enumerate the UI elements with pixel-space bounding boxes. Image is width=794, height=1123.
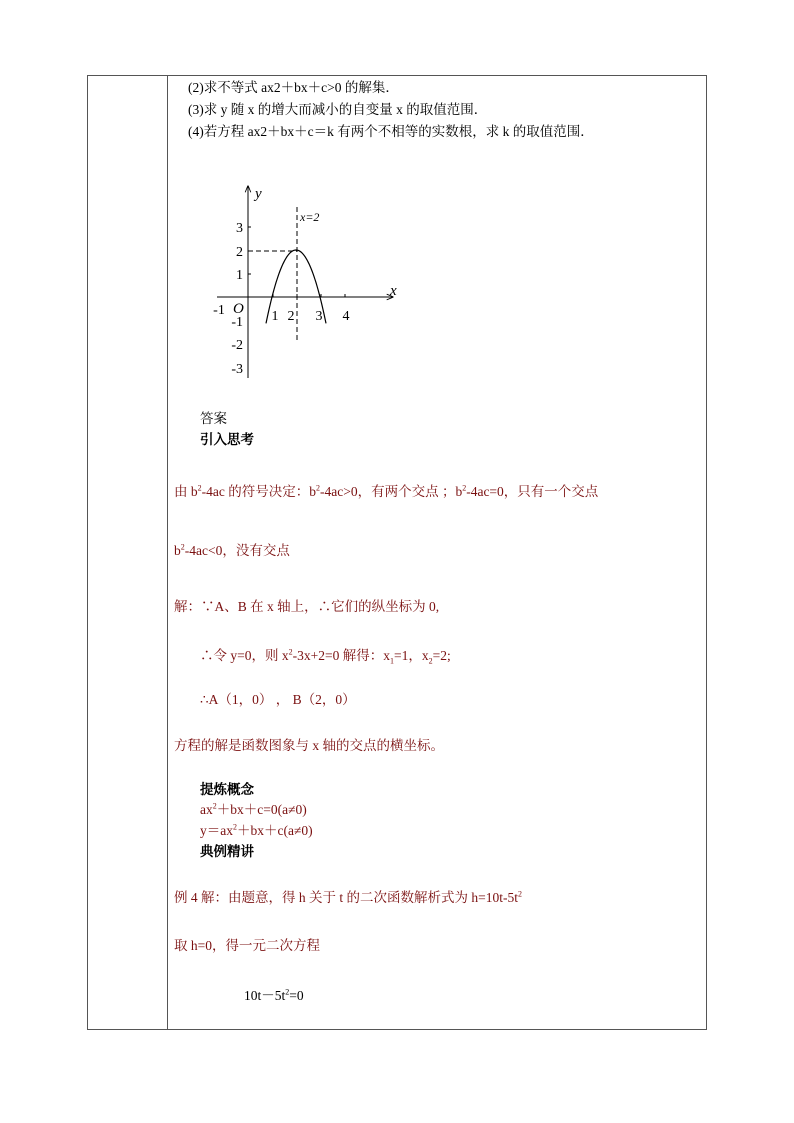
- x-tick-label: 2: [287, 309, 295, 324]
- example-line-2: 取 h=0，得一元二次方程: [174, 938, 320, 953]
- solution-line-4: 方程的解是函数图象与 x 轴的交点的横坐标。: [174, 738, 444, 753]
- parabola-graph: [205, 180, 405, 380]
- y-tick-label: -2: [231, 338, 243, 353]
- question-4: (4)若方程 ax2＋bx＋c＝k 有两个不相等的实数根，求 k 的取值范围．: [188, 124, 594, 139]
- x-axis-label: x: [390, 283, 397, 299]
- section-heading-examples: 典例精讲: [200, 844, 254, 859]
- y-tick-label: -1: [231, 315, 243, 330]
- solution-line-1: 解：∵A、B 在 x 轴上，∴它们的纵坐标为 0,: [174, 599, 440, 614]
- answer-heading: 答案: [200, 411, 227, 426]
- section-heading-concept: 提炼概念: [200, 782, 254, 797]
- y-tick-label: 1: [236, 268, 243, 283]
- axis-line-label: x=2: [300, 210, 320, 224]
- x-tick-label: 3: [315, 309, 323, 324]
- section-heading-intro: 引入思考: [200, 432, 254, 447]
- concept-function: $y=ax^2+bx+c(a\ne 0)$: [200, 822, 313, 838]
- solution-line-3: ∴A（1，0） ， B（2，0）: [200, 692, 356, 707]
- discriminant-line-2: $b^2-4ac<0$，没有交点: [174, 542, 290, 558]
- origin-label: O: [233, 301, 244, 317]
- question-2: (2)求不等式 ax2＋bx＋c>0 的解集．: [188, 80, 399, 95]
- concept-equation: $ax^2+bx+c=0(a\ne 0)$: [200, 801, 307, 817]
- column-divider: [167, 75, 168, 1030]
- y-tick-label: 3: [236, 221, 243, 236]
- y-tick-label: -3: [231, 362, 243, 377]
- x-tick-label: 4: [342, 309, 350, 324]
- y-axis-label: y: [255, 186, 262, 202]
- x-tick-label: -1: [213, 303, 225, 318]
- solution-line-2: ∴令 y=0，则 $x^2-3x+2=0$ 解得：$x_1=1$，$x_2=2$;: [200, 647, 451, 666]
- y-tick-label: 2: [236, 245, 243, 260]
- x-tick-label: 1: [271, 309, 279, 324]
- example-line-1: 例 4 解：由题意，得 h 关于 t 的二次函数解析式为 $h=10t-5t^2$: [174, 889, 522, 905]
- discriminant-line-1: 由 $b^2-4ac$ 的符号决定：$b^2-4ac>0$，有两个交点 ；$b^2-4ac=0$，只有一个交点: [174, 483, 599, 499]
- example-equation: $10t-5t^2=0$: [244, 987, 304, 1003]
- question-3: (3)求 y 随 x 的增大而减小的自变量 x 的取值范围．: [188, 102, 488, 117]
